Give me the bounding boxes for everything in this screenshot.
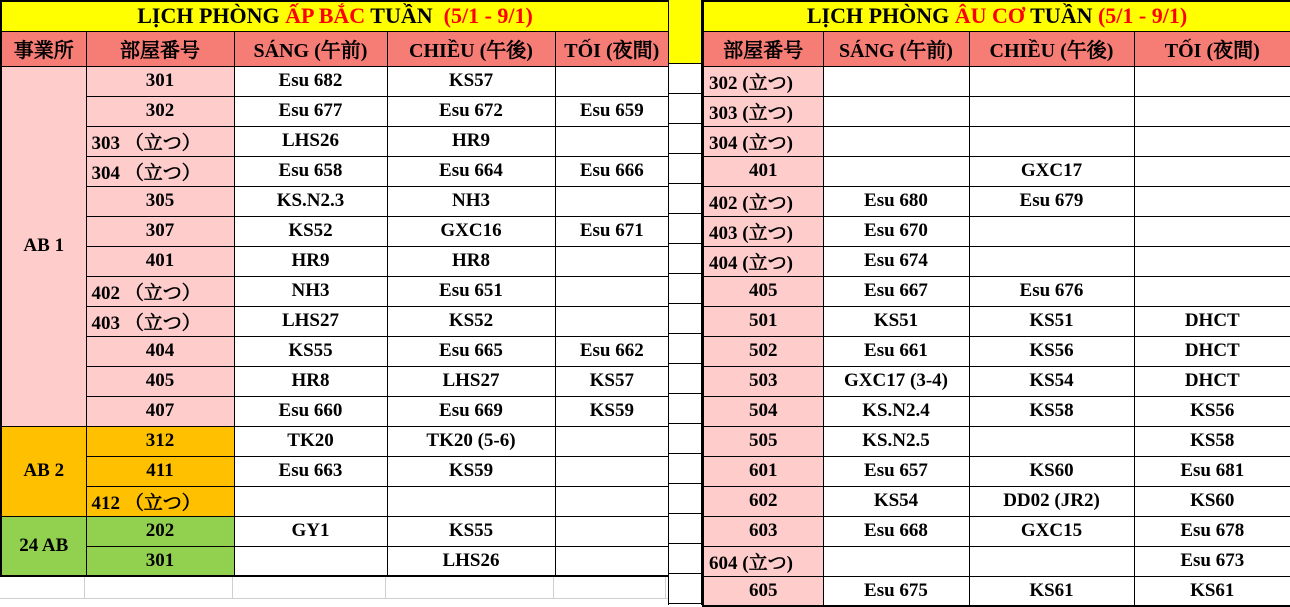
room-cell: 401	[86, 246, 234, 276]
morning-cell: Esu 674	[823, 246, 969, 276]
afternoon-cell: Esu 676	[969, 276, 1134, 306]
afternoon-cell	[969, 216, 1134, 246]
afternoon-cell: TK20 (5-6)	[387, 426, 555, 456]
afternoon-cell	[969, 96, 1134, 126]
table-row	[703, 216, 1290, 246]
separator-cell	[669, 124, 701, 154]
room-cell: 501	[703, 306, 823, 336]
afternoon-cell: KS51	[969, 306, 1134, 336]
afternoon-cell	[969, 246, 1134, 276]
afternoon-cell: GXC17	[969, 156, 1134, 186]
room-cell: 404	[86, 336, 234, 366]
morning-cell: LHS27	[234, 306, 387, 336]
morning-cell: Esu 667	[823, 276, 969, 306]
separator-cell	[669, 94, 701, 124]
title-segment: (5/1 - 9/1)	[438, 3, 533, 29]
afternoon-cell: Esu 664	[387, 156, 555, 186]
evening-cell: Esu 662	[555, 336, 669, 366]
room-cell: 304 (立つ)	[703, 126, 823, 156]
empty-cell	[233, 577, 386, 598]
room-cell: 403 (立つ)	[703, 216, 823, 246]
afternoon-cell: Esu 669	[387, 396, 555, 426]
morning-cell: KS52	[234, 216, 387, 246]
separator-cell	[669, 64, 701, 94]
title-segment: LỊCH PHÒNG	[137, 3, 286, 29]
separator-cell	[669, 544, 701, 574]
evening-cell	[1134, 216, 1290, 246]
room-cell: 604 (立つ)	[703, 546, 823, 576]
morning-cell	[823, 126, 969, 156]
header-cell-morning: SÁNG (午前)	[823, 31, 969, 66]
room-cell: 601	[703, 456, 823, 486]
au-co-table	[702, 0, 1290, 607]
room-cell: 303 （立つ）	[86, 126, 234, 156]
table-row	[703, 576, 1290, 606]
afternoon-cell: DD02 (JR2)	[969, 486, 1134, 516]
separator-cell	[669, 154, 701, 184]
afternoon-cell: LHS27	[387, 366, 555, 396]
evening-cell	[555, 426, 669, 456]
room-cell: 411	[86, 456, 234, 486]
evening-cell	[555, 126, 669, 156]
morning-cell	[823, 96, 969, 126]
room-cell: 503	[703, 366, 823, 396]
header-cell-afternoon: CHIỀU (午後)	[387, 31, 555, 66]
morning-cell: TK20	[234, 426, 387, 456]
table-row	[703, 306, 1290, 336]
room-cell: 312	[86, 426, 234, 456]
morning-cell: Esu 660	[234, 396, 387, 426]
evening-cell	[555, 186, 669, 216]
evening-cell	[1134, 276, 1290, 306]
morning-cell: KS55	[234, 336, 387, 366]
morning-cell: Esu 670	[823, 216, 969, 246]
empty-cell	[554, 577, 666, 598]
morning-cell: Esu 682	[234, 66, 387, 96]
evening-cell: DHCT	[1134, 306, 1290, 336]
room-cell: 405	[703, 276, 823, 306]
table-row	[703, 126, 1290, 156]
header-cell-morning: SÁNG (午前)	[234, 31, 387, 66]
morning-cell: Esu 658	[234, 156, 387, 186]
morning-cell: Esu 680	[823, 186, 969, 216]
table-row	[1, 276, 669, 306]
room-cell: 301	[86, 66, 234, 96]
au-co-header-row	[703, 31, 1290, 66]
table-row	[703, 516, 1290, 546]
table-row	[703, 336, 1290, 366]
morning-cell	[823, 546, 969, 576]
afternoon-cell: KS60	[969, 456, 1134, 486]
evening-cell: Esu 666	[555, 156, 669, 186]
title-segment: ÂU CƠ	[954, 3, 1026, 29]
morning-cell: KS54	[823, 486, 969, 516]
separator-column	[668, 0, 702, 605]
morning-cell	[823, 66, 969, 96]
morning-cell: KS.N2.3	[234, 186, 387, 216]
room-cell: 405	[86, 366, 234, 396]
au-co-title-row	[703, 1, 1290, 31]
separator-cell	[669, 364, 701, 394]
morning-cell: Esu 668	[823, 516, 969, 546]
au-co-body	[703, 66, 1290, 606]
evening-cell: KS61	[1134, 576, 1290, 606]
afternoon-cell	[969, 546, 1134, 576]
table-row	[703, 246, 1290, 276]
table-row	[1, 336, 669, 366]
header-cell-room: 部屋番号	[86, 31, 234, 66]
morning-cell: LHS26	[234, 126, 387, 156]
table-row	[1, 66, 669, 96]
afternoon-cell: KS58	[969, 396, 1134, 426]
table-row	[1, 126, 669, 156]
evening-cell: KS56	[1134, 396, 1290, 426]
header-cell-evening: TỐI (夜間)	[1134, 31, 1290, 66]
table-row	[703, 96, 1290, 126]
evening-cell	[1134, 126, 1290, 156]
separator-cell	[669, 304, 701, 334]
room-cell: 605	[703, 576, 823, 606]
title-segment: TUẦN	[1025, 3, 1098, 29]
afternoon-cell: LHS26	[387, 546, 555, 576]
afternoon-cell	[387, 486, 555, 516]
separator-cell	[669, 334, 701, 364]
group-cell: AB 1	[1, 66, 86, 426]
afternoon-cell: Esu 665	[387, 336, 555, 366]
evening-cell: KS57	[555, 366, 669, 396]
room-cell: 602	[703, 486, 823, 516]
table-row	[1, 246, 669, 276]
evening-cell	[555, 486, 669, 516]
room-cell: 402 (立つ)	[703, 186, 823, 216]
evening-cell	[1134, 66, 1290, 96]
empty-cell	[0, 577, 85, 598]
evening-cell	[555, 246, 669, 276]
evening-cell: Esu 681	[1134, 456, 1290, 486]
title-segment: (5/1 - 9/1)	[1097, 3, 1188, 29]
header-cell-afternoon: CHIỀU (午後)	[969, 31, 1134, 66]
table-row	[1, 396, 669, 426]
room-cell: 412 （立つ）	[86, 486, 234, 516]
evening-cell: Esu 659	[555, 96, 669, 126]
morning-cell: KS.N2.5	[823, 426, 969, 456]
header-cell-evening: TỐI (夜間)	[555, 31, 669, 66]
evening-cell: KS58	[1134, 426, 1290, 456]
morning-cell: GY1	[234, 516, 387, 546]
separator-cell	[669, 574, 701, 604]
room-cell: 304 （立つ）	[86, 156, 234, 186]
room-cell: 403 （立つ）	[86, 306, 234, 336]
table-row	[703, 456, 1290, 486]
evening-cell	[555, 516, 669, 546]
morning-cell	[234, 486, 387, 516]
separator-cell	[669, 484, 701, 514]
room-cell: 303 (立つ)	[703, 96, 823, 126]
empty-cell	[386, 577, 554, 598]
table-row	[1, 516, 669, 546]
table-row	[1, 96, 669, 126]
evening-cell	[555, 546, 669, 576]
table-row	[1, 366, 669, 396]
evening-cell: KS60	[1134, 486, 1290, 516]
separator-cell	[669, 244, 701, 274]
ap-bac-title-row	[1, 1, 669, 31]
separator-cell	[669, 214, 701, 244]
room-cell: 504	[703, 396, 823, 426]
room-cell: 301	[86, 546, 234, 576]
afternoon-cell	[969, 66, 1134, 96]
separator-top-cell	[669, 0, 701, 64]
title-segment: ẤP BẮC	[285, 3, 366, 29]
ap-bac-header-row	[1, 31, 669, 66]
afternoon-cell: Esu 651	[387, 276, 555, 306]
evening-cell	[555, 456, 669, 486]
separator-cell	[669, 424, 701, 454]
room-cell: 302	[86, 96, 234, 126]
afternoon-cell: Esu 679	[969, 186, 1134, 216]
evening-cell	[555, 306, 669, 336]
empty-cell	[85, 577, 233, 598]
room-cell: 302 (立つ)	[703, 66, 823, 96]
room-cell: 202	[86, 516, 234, 546]
table-row	[703, 546, 1290, 576]
morning-cell: NH3	[234, 276, 387, 306]
evening-cell: Esu 673	[1134, 546, 1290, 576]
separator-cell	[669, 274, 701, 304]
table-row	[1, 186, 669, 216]
evening-cell: DHCT	[1134, 366, 1290, 396]
ap-bac-title	[1, 1, 669, 31]
afternoon-cell: KS59	[387, 456, 555, 486]
morning-cell	[234, 546, 387, 576]
header-cell-room: 部屋番号	[703, 31, 823, 66]
header-cell-office: 事業所	[1, 31, 86, 66]
table-row	[703, 156, 1290, 186]
morning-cell: HR8	[234, 366, 387, 396]
morning-cell: KS51	[823, 306, 969, 336]
evening-cell: KS59	[555, 396, 669, 426]
morning-cell: Esu 661	[823, 336, 969, 366]
evening-cell	[1134, 96, 1290, 126]
room-cell: 401	[703, 156, 823, 186]
table-row	[1, 216, 669, 246]
evening-cell: DHCT	[1134, 336, 1290, 366]
evening-cell	[1134, 246, 1290, 276]
table-row	[1, 156, 669, 186]
table-row	[1, 306, 669, 336]
separator-cell	[669, 184, 701, 214]
evening-cell	[555, 66, 669, 96]
morning-cell: HR9	[234, 246, 387, 276]
afternoon-cell: GXC15	[969, 516, 1134, 546]
morning-cell: KS.N2.4	[823, 396, 969, 426]
morning-cell	[823, 156, 969, 186]
table-row	[1, 546, 669, 576]
evening-cell: Esu 671	[555, 216, 669, 246]
afternoon-cell: GXC16	[387, 216, 555, 246]
title-segment: TUẦN	[365, 3, 439, 29]
morning-cell: Esu 675	[823, 576, 969, 606]
afternoon-cell	[969, 426, 1134, 456]
separator-cell	[669, 514, 701, 544]
afternoon-cell	[969, 126, 1134, 156]
room-cell: 404 (立つ)	[703, 246, 823, 276]
table-row	[1, 426, 669, 456]
room-cell: 407	[86, 396, 234, 426]
table-row	[703, 486, 1290, 516]
table-row	[703, 66, 1290, 96]
title-segment: LỊCH PHÒNG	[806, 3, 955, 29]
afternoon-cell: NH3	[387, 186, 555, 216]
afternoon-cell: HR9	[387, 126, 555, 156]
room-cell: 505	[703, 426, 823, 456]
morning-cell: Esu 677	[234, 96, 387, 126]
evening-cell: Esu 678	[1134, 516, 1290, 546]
table-row	[703, 426, 1290, 456]
afternoon-cell: KS61	[969, 576, 1134, 606]
table-row	[703, 186, 1290, 216]
evening-cell	[1134, 186, 1290, 216]
table-row	[703, 396, 1290, 426]
room-cell: 307	[86, 216, 234, 246]
au-co-title	[703, 1, 1290, 31]
ap-bac-body	[1, 66, 669, 576]
afternoon-cell: KS54	[969, 366, 1134, 396]
room-cell: 305	[86, 186, 234, 216]
room-cell: 402 （立つ）	[86, 276, 234, 306]
empty-row	[0, 577, 668, 599]
ap-bac-table	[0, 0, 670, 577]
table-row	[1, 456, 669, 486]
morning-cell: Esu 657	[823, 456, 969, 486]
group-cell: AB 2	[1, 426, 86, 516]
afternoon-cell: KS56	[969, 336, 1134, 366]
afternoon-cell: KS57	[387, 66, 555, 96]
evening-cell	[555, 276, 669, 306]
afternoon-cell: Esu 672	[387, 96, 555, 126]
separator-cell	[669, 394, 701, 424]
evening-cell	[1134, 156, 1290, 186]
group-cell: 24 AB	[1, 516, 86, 576]
room-cell: 603	[703, 516, 823, 546]
separator-cell	[669, 454, 701, 484]
morning-cell: Esu 663	[234, 456, 387, 486]
table-row	[703, 366, 1290, 396]
table-row	[703, 276, 1290, 306]
afternoon-cell: KS55	[387, 516, 555, 546]
morning-cell: GXC17 (3-4)	[823, 366, 969, 396]
table-row	[1, 486, 669, 516]
afternoon-cell: HR8	[387, 246, 555, 276]
afternoon-cell: KS52	[387, 306, 555, 336]
room-cell: 502	[703, 336, 823, 366]
